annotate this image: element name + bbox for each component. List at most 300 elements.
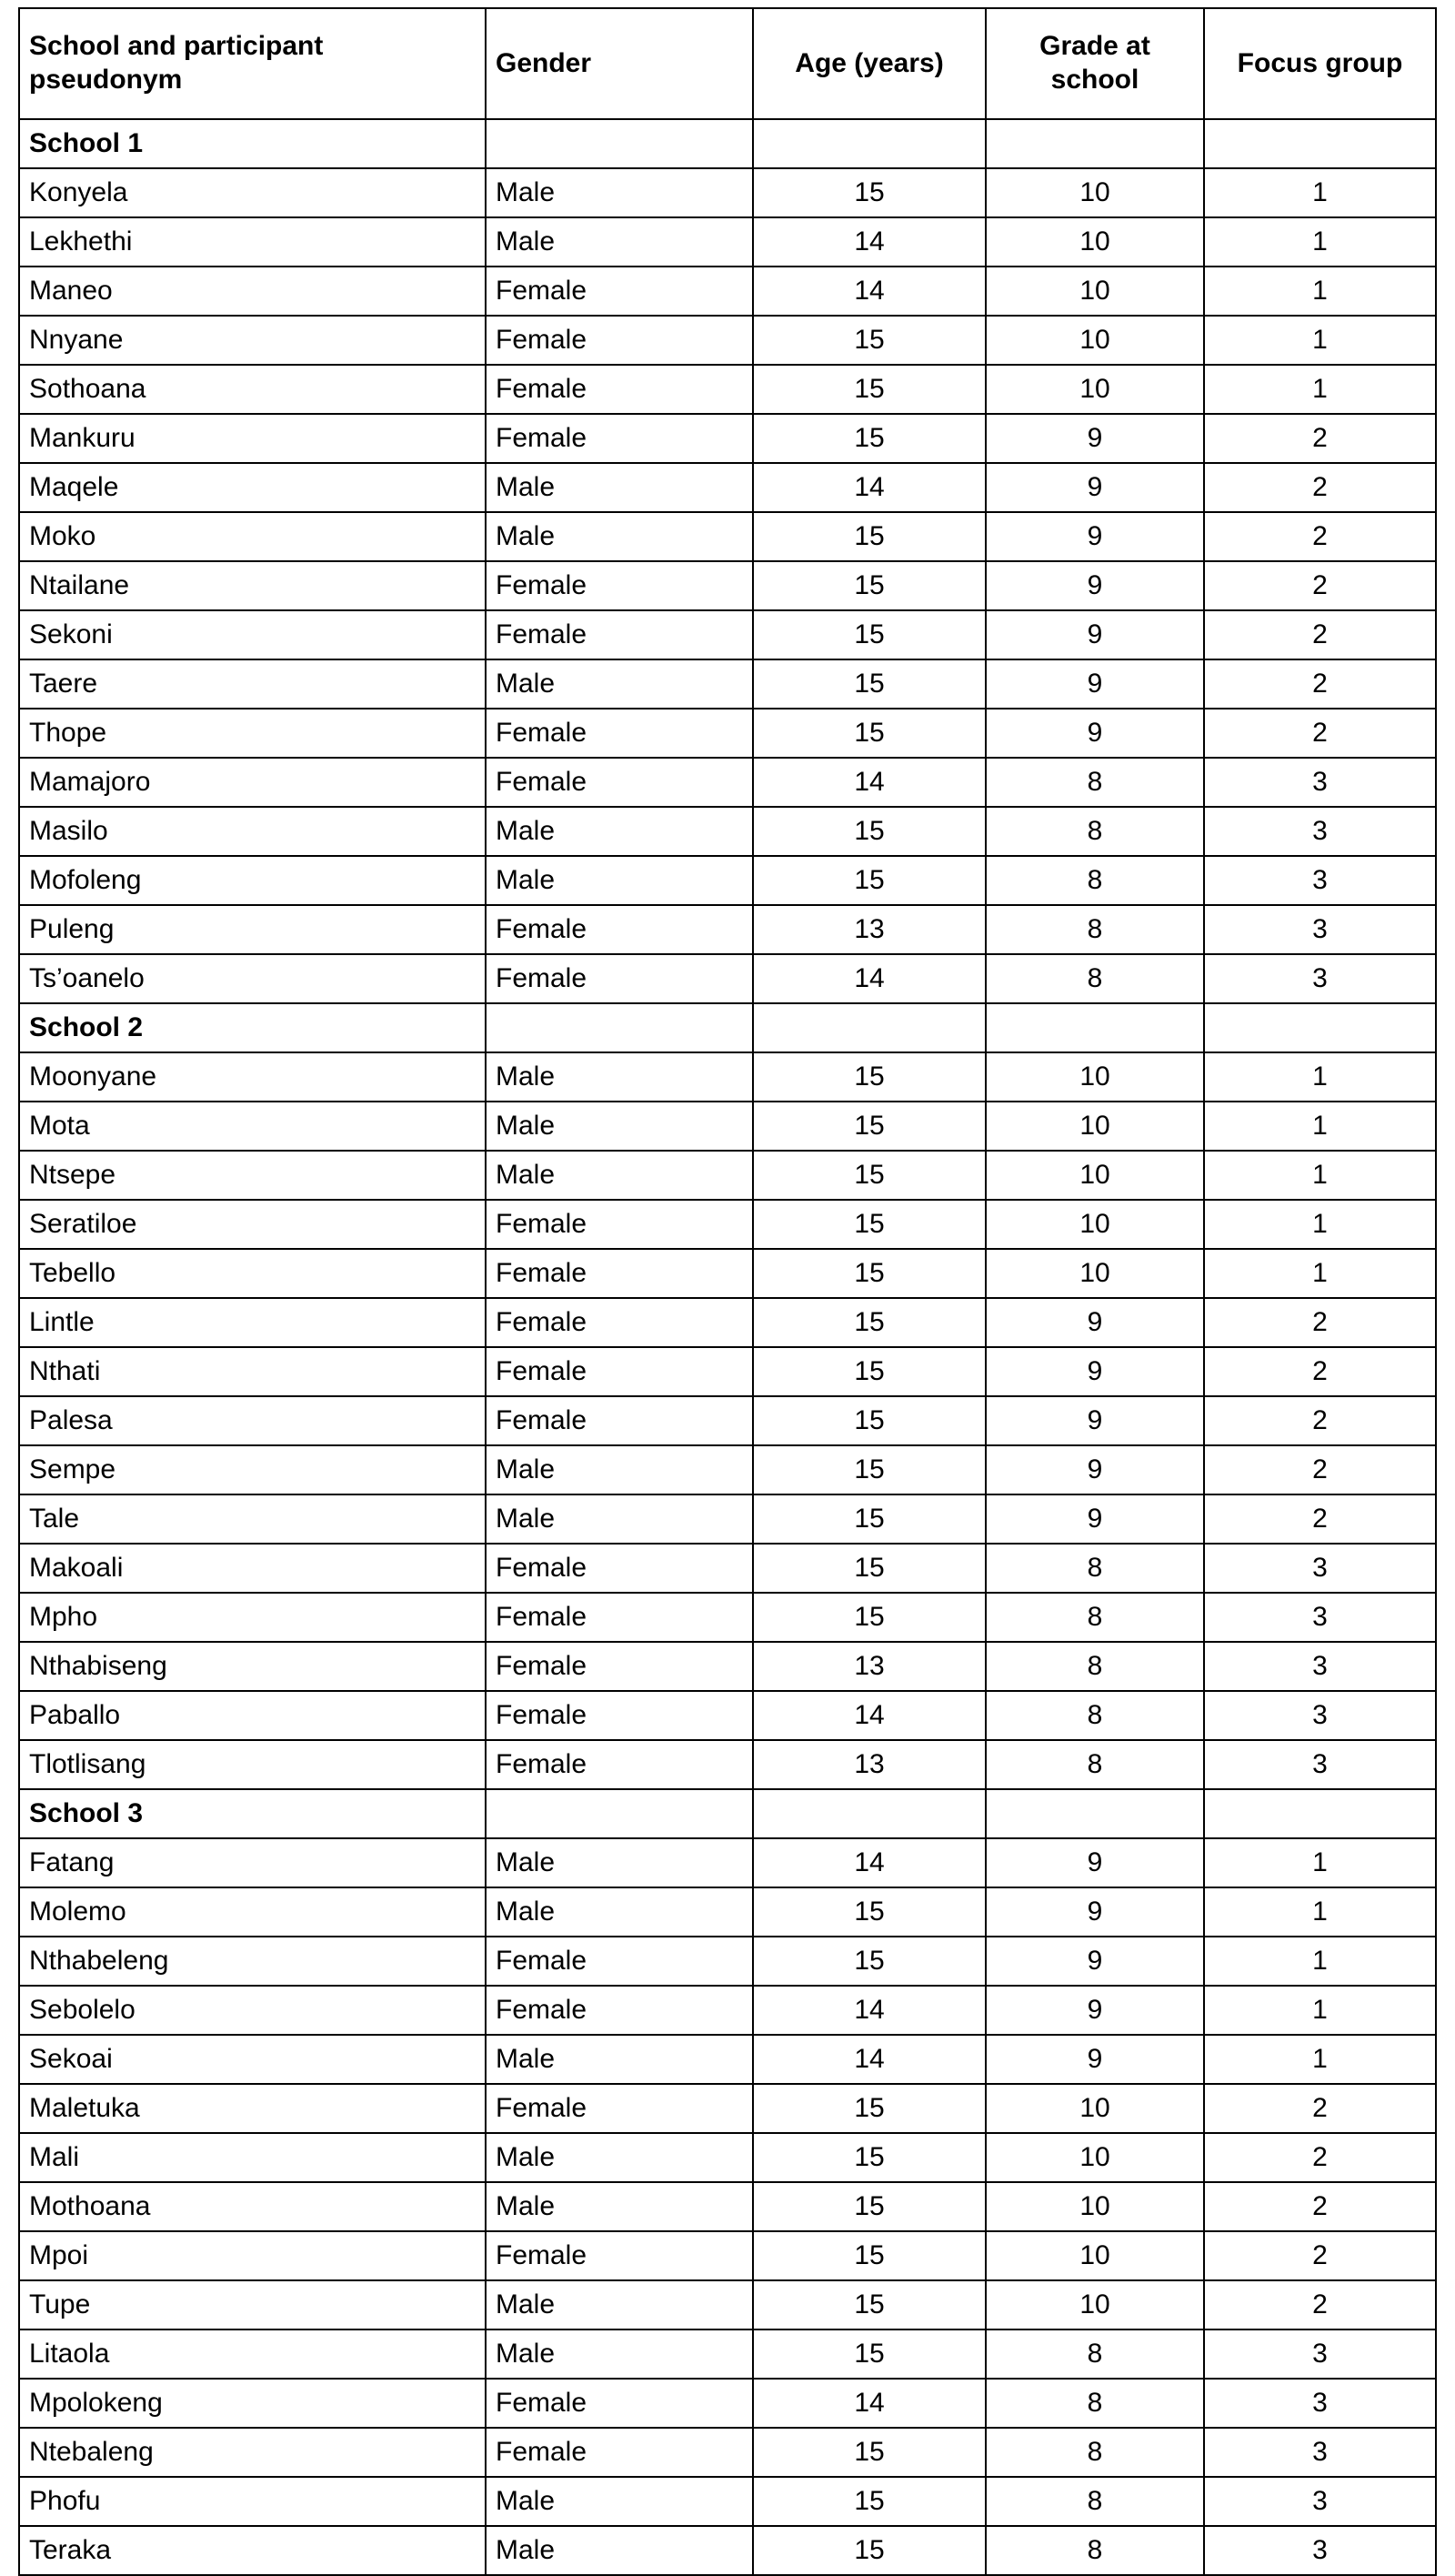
- table-row: [19, 2133, 1436, 2182]
- cell-focus: 2: [1204, 2280, 1436, 2329]
- cell-age: 13: [753, 905, 986, 954]
- cell-name: Maneo: [19, 267, 486, 316]
- table-row: [19, 2035, 1436, 2084]
- cell-age: 15: [753, 1151, 986, 1200]
- cell-name: Tale: [19, 1494, 486, 1544]
- cell-grade: 10: [986, 365, 1204, 414]
- cell-age: 15: [753, 856, 986, 905]
- cell-gender: Female: [486, 2084, 753, 2133]
- cell-focus: 1: [1204, 1052, 1436, 1102]
- cell-grade: 8: [986, 2428, 1204, 2477]
- cell-gender: Female: [486, 2231, 753, 2280]
- cell-gender: Female: [486, 1200, 753, 1249]
- cell-gender: Female: [486, 1593, 753, 1642]
- cell-gender: Male: [486, 2329, 753, 2379]
- cell-gender: Female: [486, 1691, 753, 1740]
- cell-grade: 9: [986, 463, 1204, 512]
- cell-grade: 9: [986, 512, 1204, 561]
- cell-gender: Female: [486, 1544, 753, 1593]
- cell-focus: 2: [1204, 2231, 1436, 2280]
- empty-cell-age: [753, 119, 986, 168]
- table-row: [19, 267, 1436, 316]
- cell-gender: Female: [486, 905, 753, 954]
- cell-age: 15: [753, 709, 986, 758]
- cell-age: 15: [753, 2477, 986, 2526]
- cell-name: Ts’oanelo: [19, 954, 486, 1003]
- table-row: [19, 168, 1436, 217]
- cell-name: Ntailane: [19, 561, 486, 610]
- cell-age: 15: [753, 807, 986, 856]
- cell-age: 15: [753, 1249, 986, 1298]
- cell-grade: 9: [986, 1838, 1204, 1887]
- table-row: [19, 2477, 1436, 2526]
- cell-grade: 9: [986, 414, 1204, 463]
- cell-focus: 1: [1204, 365, 1436, 414]
- school-group-label: School 1: [19, 119, 486, 168]
- cell-focus: 3: [1204, 2379, 1436, 2428]
- cell-name: Mota: [19, 1102, 486, 1151]
- table-row: [19, 1445, 1436, 1494]
- cell-age: 15: [753, 1052, 986, 1102]
- cell-focus: 2: [1204, 2133, 1436, 2182]
- column-header-age: Age (years): [753, 8, 986, 119]
- cell-focus: 3: [1204, 1593, 1436, 1642]
- table-row: [19, 1544, 1436, 1593]
- table-row: [19, 1298, 1436, 1347]
- empty-cell-grade: [986, 1003, 1204, 1052]
- cell-grade: 10: [986, 2084, 1204, 2133]
- cell-gender: Male: [486, 217, 753, 267]
- table-row: [19, 2182, 1436, 2231]
- cell-grade: 8: [986, 2477, 1204, 2526]
- cell-grade: 9: [986, 1887, 1204, 1937]
- table-row: [19, 512, 1436, 561]
- cell-gender: Female: [486, 1347, 753, 1396]
- cell-name: Nthabiseng: [19, 1642, 486, 1691]
- cell-gender: Female: [486, 1642, 753, 1691]
- cell-grade: 8: [986, 1593, 1204, 1642]
- table-row: [19, 1249, 1436, 1298]
- cell-name: Moonyane: [19, 1052, 486, 1102]
- cell-gender: Female: [486, 365, 753, 414]
- school-group-row: [19, 1789, 1436, 1838]
- cell-name: Mali: [19, 2133, 486, 2182]
- cell-name: Palesa: [19, 1396, 486, 1445]
- cell-grade: 10: [986, 168, 1204, 217]
- cell-gender: Male: [486, 1052, 753, 1102]
- cell-age: 15: [753, 1887, 986, 1937]
- school-group-row: [19, 119, 1436, 168]
- cell-age: 13: [753, 1740, 986, 1789]
- cell-grade: 9: [986, 709, 1204, 758]
- cell-focus: 2: [1204, 1445, 1436, 1494]
- school-group-row: [19, 1003, 1436, 1052]
- cell-gender: Male: [486, 512, 753, 561]
- cell-gender: Female: [486, 2379, 753, 2428]
- cell-gender: Female: [486, 561, 753, 610]
- table-row: [19, 758, 1436, 807]
- cell-age: 14: [753, 954, 986, 1003]
- cell-age: 15: [753, 365, 986, 414]
- cell-grade: 8: [986, 856, 1204, 905]
- cell-age: 15: [753, 2280, 986, 2329]
- cell-age: 15: [753, 168, 986, 217]
- cell-grade: 10: [986, 2231, 1204, 2280]
- table-row: [19, 463, 1436, 512]
- cell-name: Sekoai: [19, 2035, 486, 2084]
- table-row: [19, 1347, 1436, 1396]
- cell-gender: Male: [486, 1838, 753, 1887]
- cell-name: Sothoana: [19, 365, 486, 414]
- table-row: [19, 709, 1436, 758]
- table-row: [19, 1052, 1436, 1102]
- empty-cell-focus: [1204, 1003, 1436, 1052]
- cell-age: 15: [753, 1200, 986, 1249]
- cell-age: 14: [753, 758, 986, 807]
- table-row: [19, 365, 1436, 414]
- cell-grade: 8: [986, 1691, 1204, 1740]
- cell-gender: Male: [486, 856, 753, 905]
- cell-grade: 8: [986, 2329, 1204, 2379]
- cell-name: Sekoni: [19, 610, 486, 659]
- cell-age: 14: [753, 2379, 986, 2428]
- cell-age: 14: [753, 2035, 986, 2084]
- cell-focus: 2: [1204, 709, 1436, 758]
- cell-focus: 2: [1204, 512, 1436, 561]
- table-row: [19, 2084, 1436, 2133]
- cell-focus: 2: [1204, 610, 1436, 659]
- cell-focus: 2: [1204, 1396, 1436, 1445]
- cell-gender: Female: [486, 1396, 753, 1445]
- cell-age: 15: [753, 610, 986, 659]
- cell-grade: 8: [986, 1544, 1204, 1593]
- cell-age: 14: [753, 1838, 986, 1887]
- school-group-label: School 3: [19, 1789, 486, 1838]
- cell-name: Nthabeleng: [19, 1937, 486, 1986]
- cell-name: Mpoi: [19, 2231, 486, 2280]
- cell-grade: 10: [986, 2133, 1204, 2182]
- cell-focus: 2: [1204, 1347, 1436, 1396]
- cell-name: Ntebaleng: [19, 2428, 486, 2477]
- cell-age: 15: [753, 2231, 986, 2280]
- table-row: [19, 2231, 1436, 2280]
- cell-focus: 1: [1204, 1249, 1436, 1298]
- cell-focus: 2: [1204, 2084, 1436, 2133]
- empty-cell-gender: [486, 1003, 753, 1052]
- cell-grade: 9: [986, 1494, 1204, 1544]
- cell-gender: Male: [486, 463, 753, 512]
- cell-focus: 3: [1204, 1740, 1436, 1789]
- cell-name: Moko: [19, 512, 486, 561]
- cell-focus: 3: [1204, 856, 1436, 905]
- cell-name: Teraka: [19, 2526, 486, 2575]
- cell-age: 15: [753, 1102, 986, 1151]
- cell-gender: Female: [486, 1249, 753, 1298]
- cell-grade: 9: [986, 1396, 1204, 1445]
- school-group-label: School 2: [19, 1003, 486, 1052]
- cell-focus: 1: [1204, 1887, 1436, 1937]
- cell-age: 15: [753, 2428, 986, 2477]
- cell-name: Nthati: [19, 1347, 486, 1396]
- cell-age: 15: [753, 1396, 986, 1445]
- table-row: [19, 1102, 1436, 1151]
- cell-age: 14: [753, 463, 986, 512]
- cell-grade: 10: [986, 217, 1204, 267]
- cell-focus: 3: [1204, 807, 1436, 856]
- cell-age: 14: [753, 1986, 986, 2035]
- empty-cell-grade: [986, 1789, 1204, 1838]
- column-header-name: School and participant pseudonym: [19, 8, 486, 119]
- cell-gender: Male: [486, 2280, 753, 2329]
- table-row: [19, 1887, 1436, 1937]
- table-row: [19, 414, 1436, 463]
- cell-age: 15: [753, 659, 986, 709]
- cell-name: Molemo: [19, 1887, 486, 1937]
- table-row: [19, 610, 1436, 659]
- column-header-gender: Gender: [486, 8, 753, 119]
- empty-cell-age: [753, 1003, 986, 1052]
- cell-focus: 3: [1204, 2329, 1436, 2379]
- cell-focus: 3: [1204, 1691, 1436, 1740]
- table-row: [19, 316, 1436, 365]
- cell-name: Seratiloe: [19, 1200, 486, 1249]
- cell-focus: 1: [1204, 267, 1436, 316]
- cell-gender: Female: [486, 1298, 753, 1347]
- cell-focus: 1: [1204, 1937, 1436, 1986]
- cell-age: 15: [753, 561, 986, 610]
- empty-cell-focus: [1204, 119, 1436, 168]
- cell-gender: Male: [486, 1102, 753, 1151]
- cell-name: Lekhethi: [19, 217, 486, 267]
- cell-name: Maletuka: [19, 2084, 486, 2133]
- cell-focus: 3: [1204, 2428, 1436, 2477]
- cell-grade: 10: [986, 1102, 1204, 1151]
- cell-age: 15: [753, 2084, 986, 2133]
- cell-age: 15: [753, 512, 986, 561]
- cell-age: 15: [753, 1298, 986, 1347]
- cell-grade: 9: [986, 2035, 1204, 2084]
- table-row: [19, 954, 1436, 1003]
- cell-grade: 8: [986, 2379, 1204, 2428]
- cell-focus: 2: [1204, 414, 1436, 463]
- cell-grade: 8: [986, 954, 1204, 1003]
- cell-gender: Male: [486, 2526, 753, 2575]
- cell-gender: Female: [486, 709, 753, 758]
- cell-grade: 9: [986, 1986, 1204, 2035]
- cell-grade: 9: [986, 1445, 1204, 1494]
- cell-name: Mpho: [19, 1593, 486, 1642]
- cell-age: 15: [753, 1544, 986, 1593]
- cell-name: Maqele: [19, 463, 486, 512]
- cell-gender: Female: [486, 610, 753, 659]
- cell-name: Fatang: [19, 1838, 486, 1887]
- table-row: [19, 1642, 1436, 1691]
- cell-age: 13: [753, 1642, 986, 1691]
- cell-grade: 10: [986, 2280, 1204, 2329]
- cell-grade: 9: [986, 561, 1204, 610]
- cell-gender: Female: [486, 1740, 753, 1789]
- cell-name: Mamajoro: [19, 758, 486, 807]
- cell-name: Konyela: [19, 168, 486, 217]
- cell-gender: Male: [486, 1445, 753, 1494]
- cell-focus: 1: [1204, 2035, 1436, 2084]
- cell-age: 15: [753, 1445, 986, 1494]
- table-row: [19, 1838, 1436, 1887]
- cell-grade: 8: [986, 807, 1204, 856]
- cell-age: 15: [753, 2526, 986, 2575]
- cell-focus: 1: [1204, 168, 1436, 217]
- cell-grade: 10: [986, 1249, 1204, 1298]
- cell-gender: Male: [486, 807, 753, 856]
- cell-name: Thope: [19, 709, 486, 758]
- cell-gender: Male: [486, 2035, 753, 2084]
- cell-name: Makoali: [19, 1544, 486, 1593]
- cell-name: Tebello: [19, 1249, 486, 1298]
- cell-name: Taere: [19, 659, 486, 709]
- cell-age: 15: [753, 1937, 986, 1986]
- table-row: [19, 2280, 1436, 2329]
- cell-name: Mofoleng: [19, 856, 486, 905]
- cell-name: Paballo: [19, 1691, 486, 1740]
- cell-grade: 10: [986, 1200, 1204, 1249]
- cell-focus: 1: [1204, 1200, 1436, 1249]
- table-body: [19, 119, 1436, 2575]
- cell-gender: Male: [486, 1151, 753, 1200]
- cell-name: Sebolelo: [19, 1986, 486, 2035]
- empty-cell-gender: [486, 1789, 753, 1838]
- cell-age: 15: [753, 316, 986, 365]
- cell-age: 14: [753, 267, 986, 316]
- cell-age: 15: [753, 1494, 986, 1544]
- empty-cell-gender: [486, 119, 753, 168]
- table-header-row: [19, 8, 1436, 119]
- table-row: [19, 659, 1436, 709]
- table-row: [19, 2379, 1436, 2428]
- table-row: [19, 217, 1436, 267]
- cell-focus: 1: [1204, 1151, 1436, 1200]
- cell-age: 14: [753, 1691, 986, 1740]
- cell-gender: Male: [486, 2477, 753, 2526]
- cell-focus: 3: [1204, 758, 1436, 807]
- cell-age: 15: [753, 2182, 986, 2231]
- cell-age: 15: [753, 1593, 986, 1642]
- cell-name: Ntsepe: [19, 1151, 486, 1200]
- cell-grade: 10: [986, 1052, 1204, 1102]
- cell-focus: 3: [1204, 2477, 1436, 2526]
- table-row: [19, 1937, 1436, 1986]
- cell-focus: 1: [1204, 217, 1436, 267]
- cell-gender: Female: [486, 1986, 753, 2035]
- empty-cell-focus: [1204, 1789, 1436, 1838]
- cell-focus: 1: [1204, 1986, 1436, 2035]
- cell-focus: 3: [1204, 2526, 1436, 2575]
- table-row: [19, 856, 1436, 905]
- table-row: [19, 1691, 1436, 1740]
- cell-focus: 1: [1204, 1102, 1436, 1151]
- cell-age: 15: [753, 414, 986, 463]
- cell-gender: Male: [486, 168, 753, 217]
- cell-grade: 9: [986, 1298, 1204, 1347]
- table-row: [19, 561, 1436, 610]
- cell-focus: 2: [1204, 463, 1436, 512]
- table-row: [19, 2428, 1436, 2477]
- cell-age: 15: [753, 2133, 986, 2182]
- table-row: [19, 1986, 1436, 2035]
- table-row: [19, 807, 1436, 856]
- cell-gender: Male: [486, 659, 753, 709]
- cell-name: Lintle: [19, 1298, 486, 1347]
- cell-focus: 3: [1204, 954, 1436, 1003]
- column-header-focus: Focus group: [1204, 8, 1436, 119]
- cell-focus: 2: [1204, 2182, 1436, 2231]
- cell-gender: Female: [486, 758, 753, 807]
- cell-grade: 8: [986, 905, 1204, 954]
- cell-grade: 9: [986, 610, 1204, 659]
- cell-grade: 10: [986, 1151, 1204, 1200]
- cell-age: 14: [753, 217, 986, 267]
- cell-focus: 2: [1204, 1298, 1436, 1347]
- table-row: [19, 1151, 1436, 1200]
- table-row: [19, 1593, 1436, 1642]
- cell-focus: 2: [1204, 561, 1436, 610]
- cell-gender: Female: [486, 316, 753, 365]
- cell-name: Litaola: [19, 2329, 486, 2379]
- cell-gender: Female: [486, 954, 753, 1003]
- cell-name: Nnyane: [19, 316, 486, 365]
- cell-name: Mpolokeng: [19, 2379, 486, 2428]
- cell-grade: 10: [986, 2182, 1204, 2231]
- cell-gender: Female: [486, 267, 753, 316]
- cell-name: Mankuru: [19, 414, 486, 463]
- cell-gender: Female: [486, 1937, 753, 1986]
- empty-cell-grade: [986, 119, 1204, 168]
- table-row: [19, 1740, 1436, 1789]
- table-row: [19, 1200, 1436, 1249]
- cell-name: Tlotlisang: [19, 1740, 486, 1789]
- cell-age: 15: [753, 1347, 986, 1396]
- cell-grade: 9: [986, 659, 1204, 709]
- cell-grade: 9: [986, 1937, 1204, 1986]
- cell-focus: 2: [1204, 659, 1436, 709]
- cell-focus: 2: [1204, 1494, 1436, 1544]
- cell-focus: 3: [1204, 1544, 1436, 1593]
- column-header-grade: Grade at school: [986, 8, 1204, 119]
- participants-table-container: [18, 7, 1435, 2576]
- empty-cell-age: [753, 1789, 986, 1838]
- cell-grade: 10: [986, 267, 1204, 316]
- cell-grade: 8: [986, 1642, 1204, 1691]
- cell-grade: 10: [986, 316, 1204, 365]
- participants-demographics-table: [18, 7, 1437, 2576]
- cell-focus: 1: [1204, 316, 1436, 365]
- cell-name: Tupe: [19, 2280, 486, 2329]
- table-row: [19, 2526, 1436, 2575]
- table-header: [19, 8, 1436, 119]
- table-row: [19, 1396, 1436, 1445]
- cell-gender: Female: [486, 2428, 753, 2477]
- cell-gender: Male: [486, 1887, 753, 1937]
- cell-name: Phofu: [19, 2477, 486, 2526]
- cell-gender: Female: [486, 414, 753, 463]
- cell-gender: Male: [486, 1494, 753, 1544]
- cell-gender: Male: [486, 2133, 753, 2182]
- cell-name: Puleng: [19, 905, 486, 954]
- cell-focus: 1: [1204, 1838, 1436, 1887]
- table-row: [19, 905, 1436, 954]
- cell-grade: 9: [986, 1347, 1204, 1396]
- cell-age: 15: [753, 2329, 986, 2379]
- cell-name: Mothoana: [19, 2182, 486, 2231]
